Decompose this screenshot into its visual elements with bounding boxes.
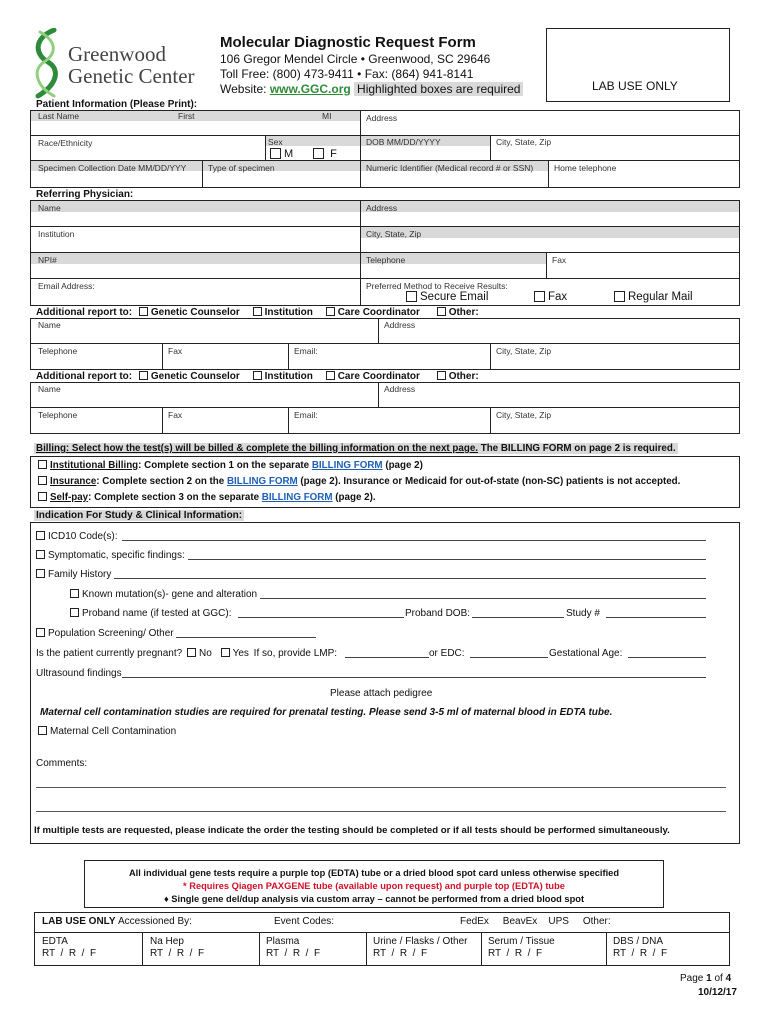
billing-insurance-row[interactable]: Insurance: Complete section 2 on the BILLING FORM (page 2). Insurance or Medicaid for out-of-state (non-SC) patients is not accepted. [38, 476, 680, 487]
pregnant-no-checkbox[interactable] [187, 648, 196, 657]
edc-label: or EDC: [429, 648, 465, 659]
page-indicator: Page 1 of 4 [680, 973, 732, 984]
institution-option-2[interactable]: Institution [253, 371, 313, 382]
add1-fax-label: Fax [168, 346, 183, 356]
known-mutation-checkbox[interactable] [70, 589, 79, 598]
add1-address-label: Address [384, 320, 416, 330]
highlight-note: Highlighted boxes are required [354, 82, 523, 96]
add2-name-label: Name [38, 384, 61, 394]
email-label: Email Address: [38, 281, 95, 291]
logo [30, 28, 205, 100]
billing-intro: Billing: Select how the test(s) will be billed & complete the billing information on the next page. The BILLING FORM on page 2 is required. [36, 443, 676, 454]
self-pay-checkbox[interactable] [38, 492, 47, 501]
population-screening-row[interactable]: Population Screening/ Other [36, 628, 174, 639]
cell-plasma-name: Plasma [266, 936, 300, 947]
additional-report-2-row: Additional report to: Genetic Counselor Institution Care Coordinator Other: [36, 371, 479, 382]
family-history-row[interactable]: Family History [36, 569, 111, 580]
other-option-2[interactable]: Other: [437, 371, 479, 382]
last-name-label: Last Name [38, 111, 80, 121]
symptomatic-checkbox[interactable] [36, 550, 45, 559]
sex-m-checkbox[interactable] [270, 148, 281, 159]
known-mutation-row[interactable]: Known mutation(s)- gene and alteration [70, 589, 257, 600]
institutional-billing-checkbox[interactable] [38, 460, 47, 469]
gestational-age-label: Gestational Age: [549, 648, 623, 659]
comments-line-1[interactable] [36, 787, 726, 788]
website-label: Website: [220, 82, 270, 96]
lab-table-title: LAB USE ONLY [42, 916, 116, 927]
sex-m-option[interactable]: M [270, 148, 293, 160]
physician-phone-label: Telephone [366, 255, 406, 265]
proband-checkbox[interactable] [70, 608, 79, 617]
add2-phone-label: Telephone [38, 410, 78, 420]
indication-box [30, 522, 740, 844]
patient-address-label: Address [366, 113, 398, 123]
logo-line-2: Genetic Center [68, 64, 195, 88]
logo-line-1: Greenwood [68, 42, 166, 66]
care-coordinator-checkbox-1[interactable] [326, 307, 335, 316]
patient-section-title: Patient Information (Please Print): [36, 99, 198, 110]
institution-checkbox-1[interactable] [253, 307, 262, 316]
secure-email-option[interactable]: Secure Email [406, 291, 488, 303]
sex-f-checkbox[interactable] [313, 148, 324, 159]
billing-institutional-row[interactable]: Institutional Billing: Complete section 1 on the separate BILLING FORM (page 2) [38, 460, 423, 471]
referring-section-title: Referring Physician: [36, 189, 134, 200]
add1-email-label: Email: [294, 346, 318, 356]
physician-name-label: Name [38, 203, 61, 213]
collection-date-label: Specimen Collection Date MM/DD/YYY [38, 163, 187, 173]
event-codes-label: Event Codes: [274, 916, 335, 927]
care-coordinator-checkbox-2[interactable] [326, 371, 335, 380]
cell-serum-name: Serum / Tissue [488, 936, 555, 947]
couriers-label: FedEx BeavEx UPS Other: [460, 916, 611, 927]
cell-edta-name: EDTA [42, 936, 68, 947]
pregnant-yes-checkbox[interactable] [221, 648, 230, 657]
family-history-checkbox[interactable] [36, 569, 45, 578]
physician-address-field[interactable] [361, 201, 739, 212]
other-option-1[interactable]: Other: [437, 307, 479, 318]
form-title: Molecular Diagnostic Request Form [220, 34, 476, 51]
cell-edta-sub: RT / R / F [42, 948, 97, 959]
pregnant-yes-option[interactable]: Yes [221, 648, 249, 659]
physician-fax-label: Fax [552, 255, 567, 265]
tube-line-2: * Requires Qiagen PAXGENE tube (available upon request) and purple top (EDTA) tube [183, 881, 565, 891]
ggc-logo-icon [30, 28, 64, 100]
home-phone-label: Home telephone [554, 163, 617, 173]
fax-checkbox[interactable] [534, 291, 545, 302]
sex-label: Sex [268, 137, 283, 147]
tube-line-1: All individual gene tests require a purple top (EDTA) tube or a dried blood spot card unless otherwise specified [128, 868, 620, 878]
physician-address-label: Address [366, 203, 398, 213]
race-label: Race/Ethnicity [38, 138, 93, 148]
cell-plasma-sub: RT / R / F [266, 948, 321, 959]
maternal-cell-row[interactable]: Maternal Cell Contamination [38, 726, 176, 737]
physician-city-label: City, State, Zip [366, 229, 422, 239]
genetic-counselor-checkbox-2[interactable] [139, 371, 148, 380]
care-coordinator-option-1[interactable]: Care Coordinator [326, 307, 420, 318]
comments-label: Comments: [36, 758, 88, 769]
comments-line-2[interactable] [36, 811, 726, 812]
website-line [220, 82, 523, 96]
add1-name-label: Name [38, 320, 61, 330]
cell-nahep-sub: RT / R / F [150, 948, 205, 959]
tube-line-3: ♦ Single gene del/dup analysis via custom array – cannot be performed from a dried blood spot [163, 894, 585, 904]
indication-section-title: Indication For Study & Clinical Information: [36, 510, 243, 521]
add2-address-label: Address [384, 384, 416, 394]
specimen-type-label: Type of specimen [208, 163, 275, 173]
first-name-label: First [178, 111, 195, 121]
add1-phone-label: Telephone [38, 346, 78, 356]
add2-email-label: Email: [294, 410, 318, 420]
billing-form-link-1[interactable]: BILLING FORM [311, 460, 383, 471]
cell-urine-sub: RT / R / F [373, 948, 428, 959]
dob-label: DOB MM/DD/YYYY [366, 137, 441, 147]
maternal-note: Maternal cell contamination studies are required for prenatal testing. Please send 3-5 ml of maternal blood in EDTA tube. [40, 707, 613, 718]
physician-name-field[interactable] [31, 201, 360, 212]
form-date: 10/12/17 [698, 987, 737, 998]
additional-report-1-row: Additional report to: Genetic Counselor Institution Care Coordinator Other: [36, 307, 479, 318]
proband-row[interactable]: Proband name (if tested at GGC): [70, 608, 232, 619]
genetic-counselor-option-2[interactable]: Genetic Counselor [139, 371, 240, 382]
ultrasound-label: Ultrasound findings [36, 668, 122, 679]
numeric-id-label: Numeric Identifier (Medical record # or SSN) [366, 163, 534, 173]
drop-icon: ♦ [163, 894, 169, 904]
npi-label: NPI# [38, 255, 57, 265]
maternal-cell-checkbox[interactable] [38, 726, 47, 735]
icd10-row[interactable]: ICD10 Code(s): [36, 531, 117, 542]
pregnancy-row: Is the patient currently pregnant? No Yes If so, provide LMP: [36, 648, 338, 659]
regular-mail-option[interactable]: Regular Mail [614, 291, 693, 303]
center-phones: Toll Free: (800) 473-9411 • Fax: (864) 941-8141 [220, 67, 474, 81]
study-number-label: Study # [566, 608, 600, 619]
add1-city-label: City, State, Zip [496, 346, 552, 356]
preferred-method-label: Preferred Method to Receive Results: [366, 281, 508, 291]
accessioned-by-label: Accessioned By: [118, 916, 192, 927]
pregnant-no-option[interactable]: No [187, 648, 212, 659]
insurance-checkbox[interactable] [38, 476, 47, 485]
proband-dob-label: Proband DOB: [405, 608, 471, 619]
last-name-field[interactable] [31, 111, 360, 121]
institution-option-1[interactable]: Institution [253, 307, 313, 318]
lab-use-only-box [546, 28, 730, 102]
cell-urine-name: Urine / Flasks / Other [373, 936, 468, 947]
institution-label: Institution [38, 229, 75, 239]
care-coordinator-option-2[interactable]: Care Coordinator [326, 371, 420, 382]
population-screening-checkbox[interactable] [36, 628, 45, 637]
cell-dbs-name: DBS / DNA [613, 936, 664, 947]
other-checkbox-2[interactable] [437, 371, 446, 380]
billing-selfpay-row[interactable]: Self-pay: Complete section 3 on the separate BILLING FORM (page 2). [38, 492, 376, 503]
sex-f-option[interactable]: F [313, 148, 337, 160]
cell-dbs-sub: RT / R / F [613, 948, 668, 959]
institution-checkbox-2[interactable] [253, 371, 262, 380]
center-address: 106 Gregor Mendel Circle • Greenwood, SC 29646 [220, 52, 491, 66]
patient-city-label: City, State, Zip [496, 137, 552, 147]
multiple-tests-note: If multiple tests are requested, please indicate the order the testing should be completed or if all tests should be performed simultaneously. [34, 825, 670, 836]
genetic-counselor-checkbox-1[interactable] [139, 307, 148, 316]
npi-field[interactable] [31, 253, 360, 264]
billing-form-link-3[interactable]: BILLING FORM [261, 492, 333, 503]
secure-email-checkbox[interactable] [406, 291, 417, 302]
genetic-counselor-option-1[interactable]: Genetic Counselor [139, 307, 240, 318]
website-link[interactable]: www.GGC.org [269, 82, 351, 96]
tube-requirements-box [84, 860, 664, 908]
other-checkbox-1[interactable] [437, 307, 446, 316]
add2-fax-label: Fax [168, 410, 183, 420]
cell-serum-sub: RT / R / F [488, 948, 543, 959]
regular-mail-checkbox[interactable] [614, 291, 625, 302]
icd10-checkbox[interactable] [36, 531, 45, 540]
fax-option[interactable]: Fax [534, 291, 567, 303]
cell-nahep-name: Na Hep [150, 936, 184, 947]
lab-use-only-label: LAB USE ONLY [592, 79, 678, 93]
mi-label: MI [322, 111, 332, 121]
add2-city-label: City, State, Zip [496, 410, 552, 420]
billing-form-link-2[interactable]: BILLING FORM [226, 476, 298, 487]
pedigree-note: Please attach pedigree [330, 688, 433, 699]
symptomatic-row[interactable]: Symptomatic, specific findings: [36, 550, 185, 561]
